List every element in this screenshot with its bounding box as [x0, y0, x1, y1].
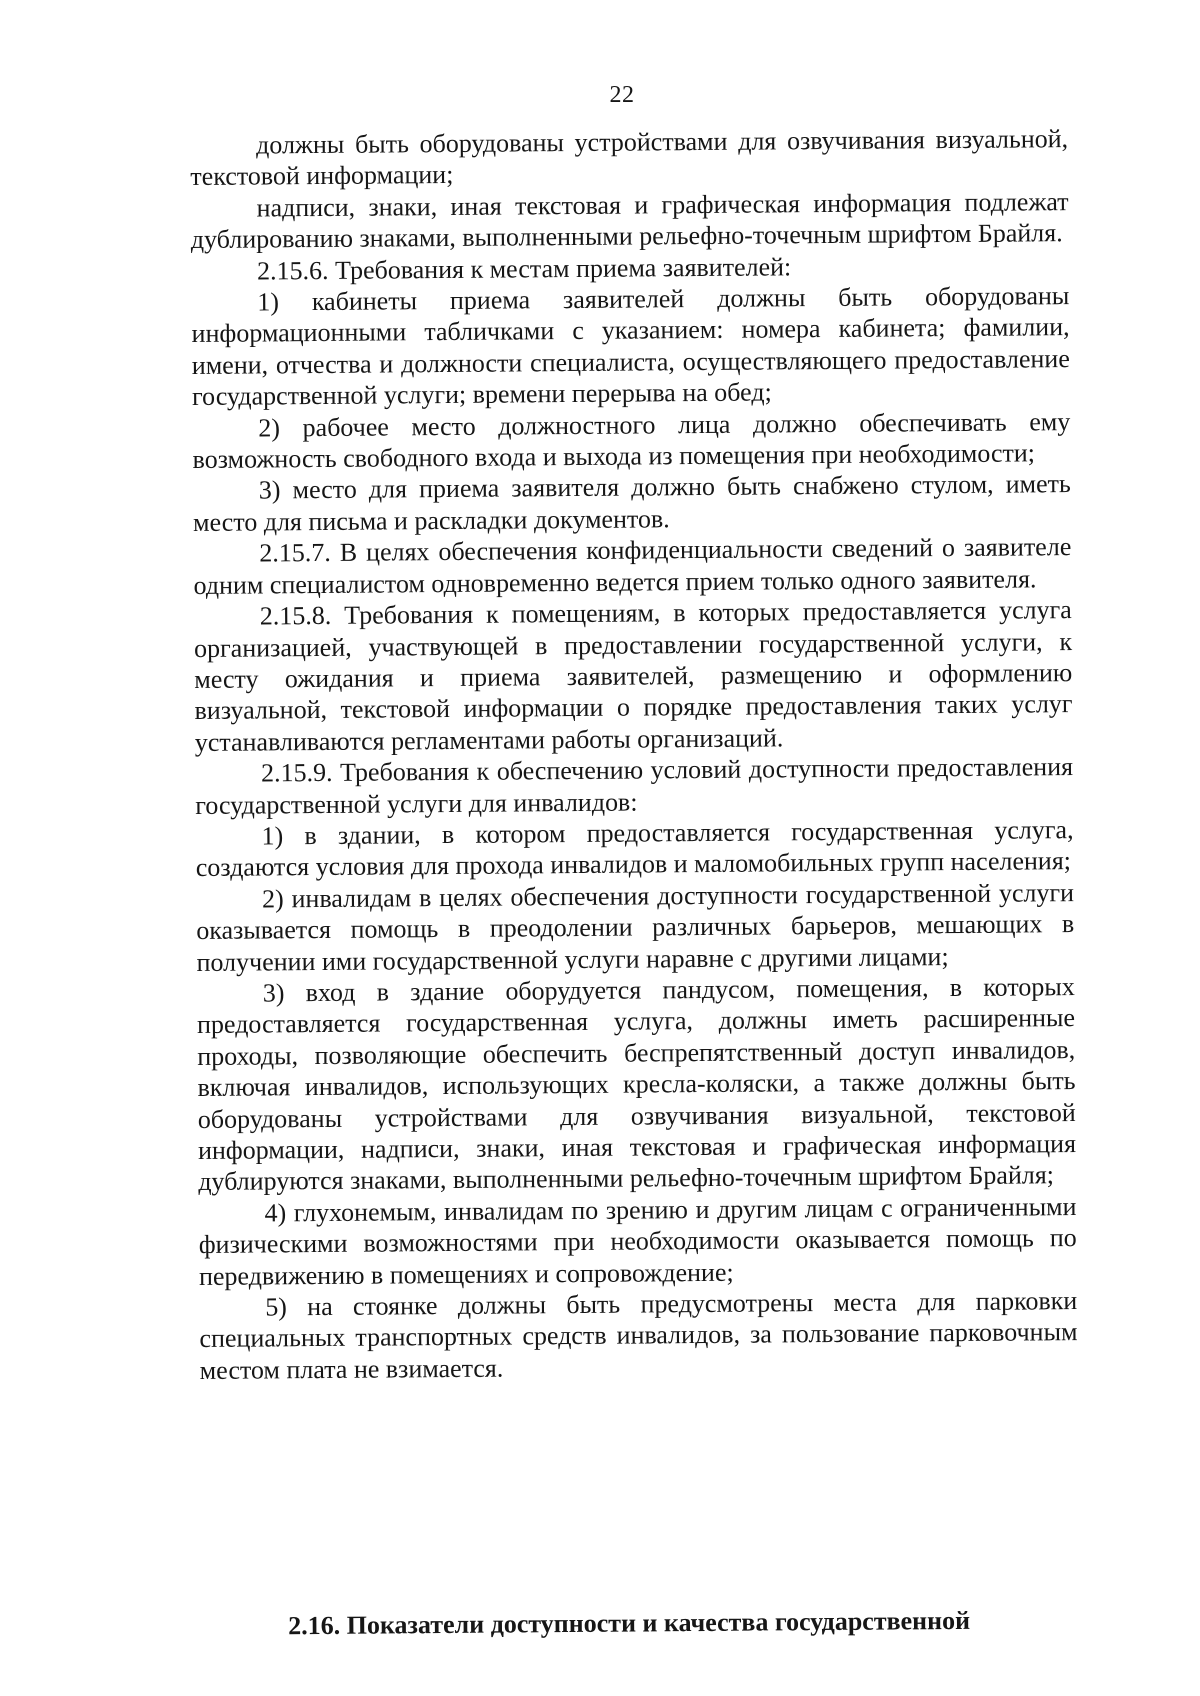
paragraph-2-15-6: 2.15.6. Требования к местам приема заявителей: — [256, 251, 792, 286]
paragraph-braille-signs: надписи, знаки, иная текстовая и графическая информация подлежат дублированию знаками, выполненными рельефно-точечным шрифтом Брайля. — [190, 186, 1069, 255]
paragraph-continuation: должны быть оборудованы устройствами для озвучивания визуальной, текстовой информации; — [190, 124, 1069, 192]
paragraph-2-15-8: 2.15.8. Требования к помещениям, в которых предоставляется услуга организацией, участвующей в предоставлении государственной услуги, к месту ожидания и приема заявителей, размещению и оформлению визуальной, текстовой информации о порядке предоставления таких услуг устанавливаются регламентами работы организаций. — [193, 595, 1073, 757]
paragraph-2-15-6-item-1: 1) кабинеты приема заявителей должны быть оборудованы информационными табличками с указанием: номера кабинета; фамилии, имени, отчества и должности специалиста, осуществляющего предоставление государственной услуги; времени перерыва на обед; — [191, 281, 1070, 412]
paragraph-2-15-9-item-3: 3) вход в здание оборудуется пандусом, помещения, в которых предоставляется государственная услуга, должны иметь расширенные проходы, позволяющие обеспечить беспрепятственный доступ инвалидов, включая инвалидов, использующих кресла-коляски, а также должны быть оборудованы устройствами для озвучивания визуальной, текстовой информации, надписи, знаки, иная текстовая и графическая информация дублируются знаками, выполненными рельефно-точечным шрифтом Брайля; — [196, 972, 1077, 1197]
paragraph-2-15-9-item-1: 1) в здании, в котором предоставляется государственная услуга, создаются условия для прохода инвалидов и маломобильных групп населения; — [195, 815, 1074, 883]
paragraph-2-15-6-item-2: 2) рабочее место должностного лица должно обеспечивать ему возможность свободного входа и выхода из помещения при необходимости; — [192, 406, 1071, 475]
page-number: 22 — [609, 82, 635, 108]
document-body — [190, 123, 1078, 1386]
paragraph-2-15-7: 2.15.7. В целях обеспечения конфиденциальности сведений о заявителе одним специалистом одновременно ведется прием только одного заявителя. — [193, 532, 1072, 600]
paragraph-2-15-9-item-4: 4) глухонемым, инвалидам по зрению и другим лицам с ограниченными физическими возможностями при необходимости оказывается помощь по передвижению в помещениях и сопровождение; — [198, 1191, 1077, 1291]
paragraph-2-15-9: 2.15.9. Требования к обеспечению условий доступности предоставления государственной услуги для инвалидов: — [195, 752, 1074, 820]
paragraph-2-15-6-item-3: 3) место для приема заявителя должно быть снабжено стулом, иметь место для письма и раскладки документов. — [192, 469, 1071, 537]
paragraph-2-15-9-item-5: 5) на стоянке должны быть предусмотрены места для парковки специальных транспортных средств инвалидов, за пользование парковочным местом плата не взимается. — [199, 1286, 1078, 1385]
section-heading: 2.16. Показатели доступности и качества государственной — [288, 1605, 971, 1641]
paragraph-2-15-9-item-2: 2) инвалидам в целях обеспечения доступности государственной услуги оказывается помощь в преодолении различных барьеров, мешающих в получении ими государственной услуги наравне с другими лицами; — [196, 877, 1075, 977]
